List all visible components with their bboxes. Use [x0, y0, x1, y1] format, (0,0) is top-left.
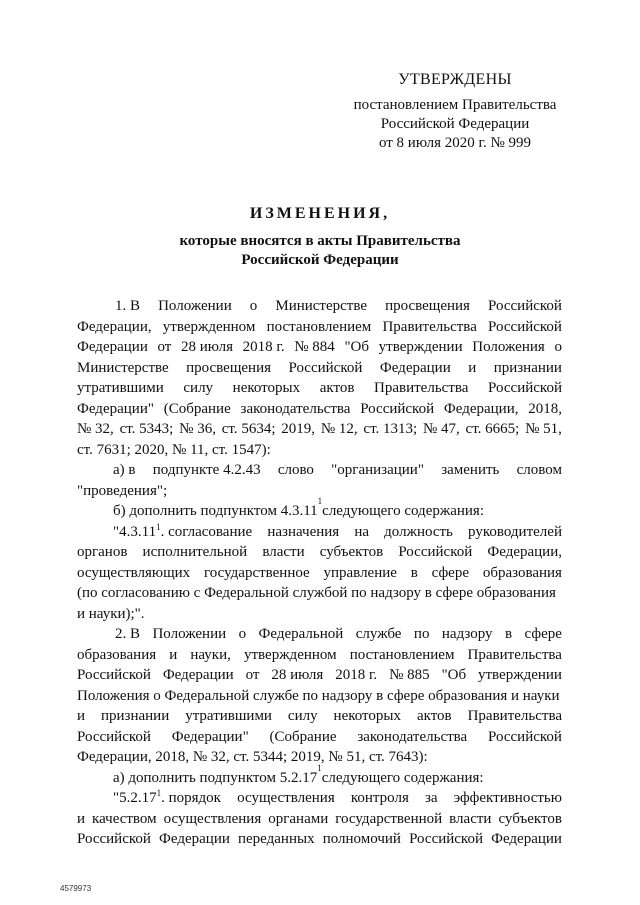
word: ст. 5343;: [119, 421, 174, 437]
word: надзору: [441, 626, 493, 642]
superscript: 1: [156, 521, 161, 532]
word: сфере: [431, 564, 470, 581]
word: эффективностью: [453, 790, 562, 806]
word: некоторых: [333, 708, 401, 724]
word: и: [77, 810, 86, 827]
word: Федерации: [162, 667, 234, 683]
word: . порядок: [161, 790, 221, 806]
word: Положения: [472, 339, 545, 355]
word: по: [413, 626, 430, 642]
word: Положении: [152, 626, 227, 642]
word: подпункте 4.2.43: [152, 462, 261, 478]
word: Федерации,: [443, 400, 519, 417]
word: Российской: [360, 400, 435, 417]
text-line: [77, 665, 562, 686]
word: силу: [287, 708, 318, 724]
word: постановлением: [349, 646, 455, 663]
word: утратившими: [77, 380, 164, 396]
word: утвержденном: [162, 318, 256, 335]
word: о: [554, 339, 562, 355]
text-line: [77, 419, 562, 440]
word: "Об: [441, 667, 467, 683]
word: и: [468, 359, 477, 376]
word: Федерации: [379, 359, 451, 376]
word: № 12,: [320, 421, 358, 437]
word: осуществляющих: [77, 564, 191, 581]
word: Федерации": [171, 728, 249, 745]
word: признании: [493, 359, 562, 376]
word: 2019,: [281, 421, 316, 437]
text-line: [77, 563, 562, 584]
word: переданных: [238, 831, 315, 847]
word: Федерации: [491, 831, 562, 847]
word: от: [157, 339, 172, 355]
text-line: [77, 296, 562, 317]
word: 28 июля: [180, 339, 233, 355]
word: [113, 522, 252, 543]
word: Правительства: [467, 708, 562, 724]
word: словом: [516, 462, 562, 478]
text-line: [77, 337, 562, 358]
text-line: [77, 399, 562, 420]
word: Положения о Федеральной службе по надзору в сфере образования и науки: [77, 687, 560, 704]
word: "Об: [344, 339, 370, 355]
word: Правительства: [382, 318, 477, 335]
word: признании: [100, 708, 170, 724]
word: государственное: [203, 564, 310, 581]
word: № 885: [389, 667, 430, 683]
word: Российской: [488, 318, 562, 335]
word: Федерации": [77, 400, 154, 417]
word: просвещения: [186, 359, 271, 376]
word: 1. В: [115, 298, 141, 314]
word: власти: [449, 810, 492, 827]
word: (Собрание: [163, 400, 231, 417]
word: [113, 788, 221, 809]
quote-number: "5.2.17: [113, 790, 157, 806]
approval-date-line: от 8 июля 2020 г. № 999: [378, 135, 532, 151]
subtitle-line: Российской Федерации: [241, 252, 399, 268]
word: Российской: [77, 667, 151, 683]
word: № 47,: [422, 421, 460, 437]
word: Российской: [398, 544, 473, 560]
approval-line: Российской Федерации: [380, 116, 530, 132]
quote-2-first-line: [77, 788, 562, 809]
word: полномочий: [322, 831, 401, 847]
approval-block: [340, 70, 570, 153]
text-line: [77, 358, 562, 379]
word: . согласование: [160, 523, 253, 540]
text-span: следующего содержания:: [322, 503, 484, 519]
quote-1-first-line: [77, 522, 562, 543]
text-line: [77, 624, 562, 645]
subtitle-line: которые вносятся в акты Правительства: [179, 233, 461, 249]
word: № 36,: [179, 421, 216, 437]
word: органов: [77, 544, 128, 560]
word: Федерации: [77, 339, 148, 355]
word: власти: [262, 544, 305, 560]
text-line: [77, 542, 562, 563]
word: законодательства: [357, 728, 468, 745]
word: Федеральной: [258, 626, 344, 642]
word: Российской: [488, 380, 562, 396]
superscript: 1: [156, 788, 162, 798]
word: государственной: [335, 810, 443, 827]
word: силу: [183, 380, 214, 396]
word: некоторых: [232, 380, 301, 396]
subparagraph-2a: [77, 762, 562, 789]
text-line: [77, 440, 562, 461]
word: в: [505, 626, 513, 642]
word: Министерстве: [275, 298, 368, 314]
word: Положении: [158, 298, 232, 314]
word: субъектов: [498, 810, 562, 827]
word: и науки);".: [77, 605, 145, 622]
word: на: [354, 523, 370, 540]
word: № 884: [294, 339, 335, 355]
word: руководителей: [468, 523, 562, 540]
word: ст. 7631; 2020, № 11, ст. 1547):: [77, 441, 271, 458]
text-line: [77, 727, 562, 748]
superscript: 1: [317, 762, 322, 773]
text-span: следующего содержания:: [321, 769, 484, 786]
paragraph-2: [77, 624, 562, 768]
word: Министерстве: [77, 359, 169, 376]
word: актов: [416, 708, 452, 724]
subparagraph-1a: [77, 460, 562, 501]
word: качеством: [92, 810, 157, 827]
word: осуществления: [237, 790, 335, 806]
word: Российской: [488, 298, 562, 314]
word: образования: [482, 564, 562, 581]
word: (Собрание: [269, 728, 337, 745]
word: утверждении: [378, 339, 463, 355]
word: слово: [277, 462, 314, 478]
word: исполнительной: [142, 544, 248, 560]
word: образования: [77, 646, 157, 663]
word: а) в: [113, 462, 136, 478]
word: просвещения: [385, 298, 470, 314]
word: 2. В: [115, 626, 141, 642]
superscript: 1: [317, 496, 323, 506]
word: Российской: [488, 728, 562, 745]
approval-line: постановлением Правительства: [353, 97, 557, 113]
text-span: а) дополнить подпунктом 5.2.17: [113, 769, 318, 786]
word: осуществления: [163, 810, 262, 827]
text-line: [77, 583, 562, 604]
word: службе: [355, 626, 402, 642]
word: и: [169, 646, 178, 663]
word: утвержденном: [243, 646, 337, 663]
quote-1: [77, 542, 562, 624]
word: органами: [268, 810, 329, 827]
word: ст. 6665;: [465, 421, 520, 437]
word: заменить: [441, 462, 500, 478]
word: от: [245, 667, 260, 683]
word: о: [249, 298, 258, 314]
text-line: [77, 604, 562, 625]
text-line: [77, 686, 562, 707]
word: за: [424, 790, 438, 806]
word: Российской: [288, 359, 363, 376]
word: (по согласованию с Федеральной службой по надзору в сфере образования: [77, 585, 556, 601]
word: 2018 г.: [242, 339, 285, 355]
word: Федерации: [159, 831, 230, 847]
text-line: [77, 378, 562, 399]
document-title: ИЗМЕНЕНИЯ,: [249, 205, 391, 222]
word: Российской: [77, 831, 151, 847]
word: и: [77, 708, 86, 724]
quote-2: [77, 809, 562, 850]
word: 28 июля: [271, 667, 324, 683]
document-body: [77, 296, 562, 850]
word: "организации": [331, 462, 424, 478]
text-span: б) дополнить подпунктом 4.3.11: [113, 503, 318, 519]
text-line: [77, 645, 562, 666]
word: ст. 5634;: [221, 421, 276, 437]
word: Правительства: [467, 646, 562, 663]
word: в: [410, 564, 418, 581]
text-line: [77, 829, 562, 850]
word: сфере: [524, 626, 562, 642]
word: Федерации,: [487, 544, 562, 560]
word: Российской: [409, 831, 483, 847]
word: ст. 1313;: [363, 421, 418, 437]
quote-number: "4.3.11: [113, 523, 157, 540]
subparagraph-1b: [77, 496, 562, 522]
word: № 51,: [525, 421, 562, 437]
word: постановлением: [266, 318, 372, 335]
word: Российской: [77, 728, 151, 745]
text-line: [77, 317, 562, 338]
word: Федерации, 2018, № 32, ст. 5344; 2019, № 51, ст. 7643):: [77, 749, 428, 765]
word: науки,: [190, 646, 231, 663]
document-subtitle: [0, 232, 640, 270]
word: 2018 г.: [335, 667, 378, 683]
word: актов: [319, 380, 355, 396]
word: утратившими: [185, 708, 272, 724]
word: о: [238, 626, 247, 642]
word: субъектов: [319, 544, 384, 560]
word: управление: [323, 564, 397, 581]
text-line: [77, 809, 562, 830]
word: назначения: [267, 523, 340, 540]
word: утверждении: [478, 667, 562, 683]
footer-code: 4579973: [60, 884, 92, 893]
word: Правительства: [374, 380, 469, 396]
word: 2018,: [528, 400, 562, 417]
word: "проведения";: [77, 482, 168, 499]
text-line: [77, 706, 562, 727]
word: Федерации,: [77, 318, 152, 335]
word: должность: [384, 523, 453, 540]
paragraph-1: [77, 296, 562, 460]
approval-heading: УТВЕРЖДЕНЫ: [398, 71, 512, 88]
text-line: [77, 460, 562, 481]
word: законодательства: [240, 400, 351, 417]
word: № 32,: [77, 421, 114, 437]
word: контроля: [350, 790, 409, 806]
